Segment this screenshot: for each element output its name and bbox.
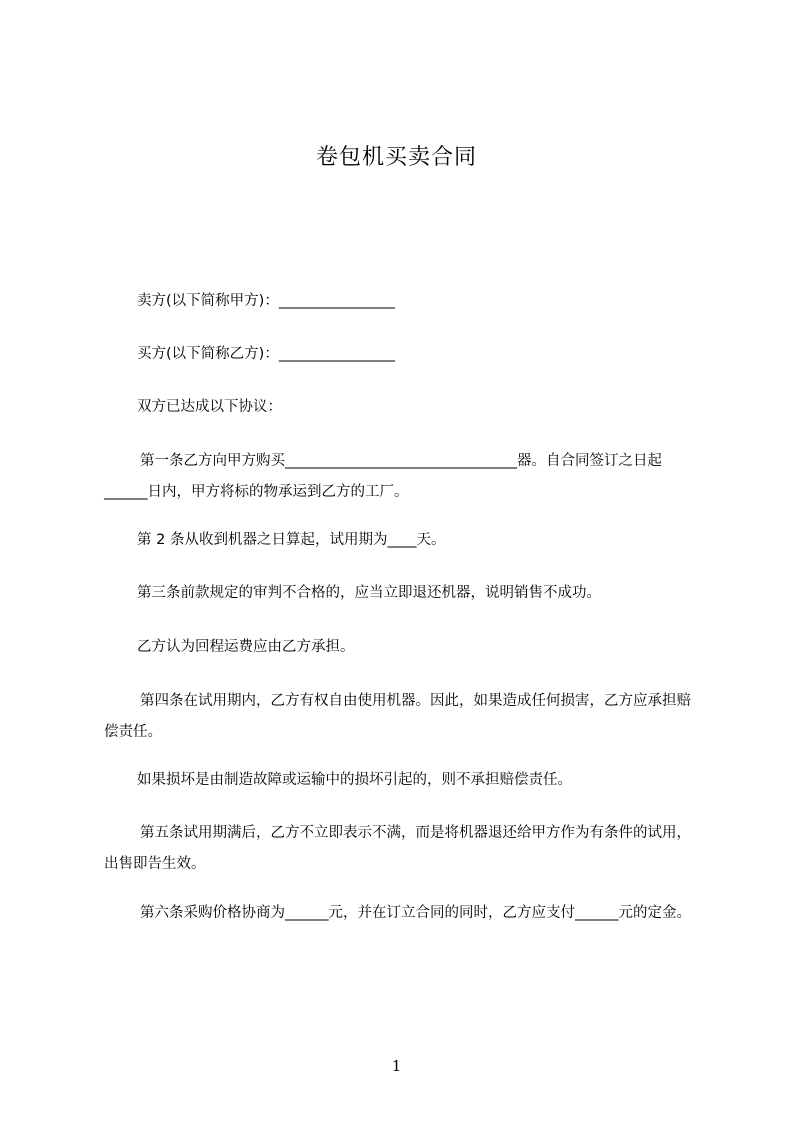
document-title: 卷包机买卖合同 xyxy=(315,145,477,170)
page-number: 1 xyxy=(391,1057,402,1075)
clause-2: 第 2 条从收到机器之日算起，试用期为____天。 xyxy=(137,532,446,548)
clause-6: 第六条采购价格协商为______元，并在订立合同的同时，乙方应支付______元的定金。 xyxy=(140,905,691,921)
damage-exemption-note: 如果损坏是由制造故障或运输中的损坏引起的，则不承担赔偿责任。 xyxy=(137,772,572,788)
buyer-line: 买方(以下简称乙方)：________________ xyxy=(137,346,395,362)
clause-4: 第四条在试用期内，乙方有权自由使用机器。因此，如果造成任何损害，乙方应承担赔偿责任。 xyxy=(104,693,691,740)
agreement-intro: 双方已达成以下协议： xyxy=(137,399,282,415)
clause-3: 第三条前款规定的审判不合格的，应当立即退还机器，说明销售不成功。 xyxy=(137,585,601,601)
clause-5: 第五条试用期满后，乙方不立即表示不满，而是将机器退还给甲方作为有条件的试用，出售即告生效。 xyxy=(104,825,691,872)
return-freight-note: 乙方认为回程运费应由乙方承担。 xyxy=(137,639,355,655)
seller-line: 卖方(以下简称甲方)：________________ xyxy=(137,293,395,309)
clause-1: 第一条乙方向甲方购买________________________________器。自合同签订之日起______日内，甲方将标的物承运到乙方的工厂。 xyxy=(104,453,662,500)
